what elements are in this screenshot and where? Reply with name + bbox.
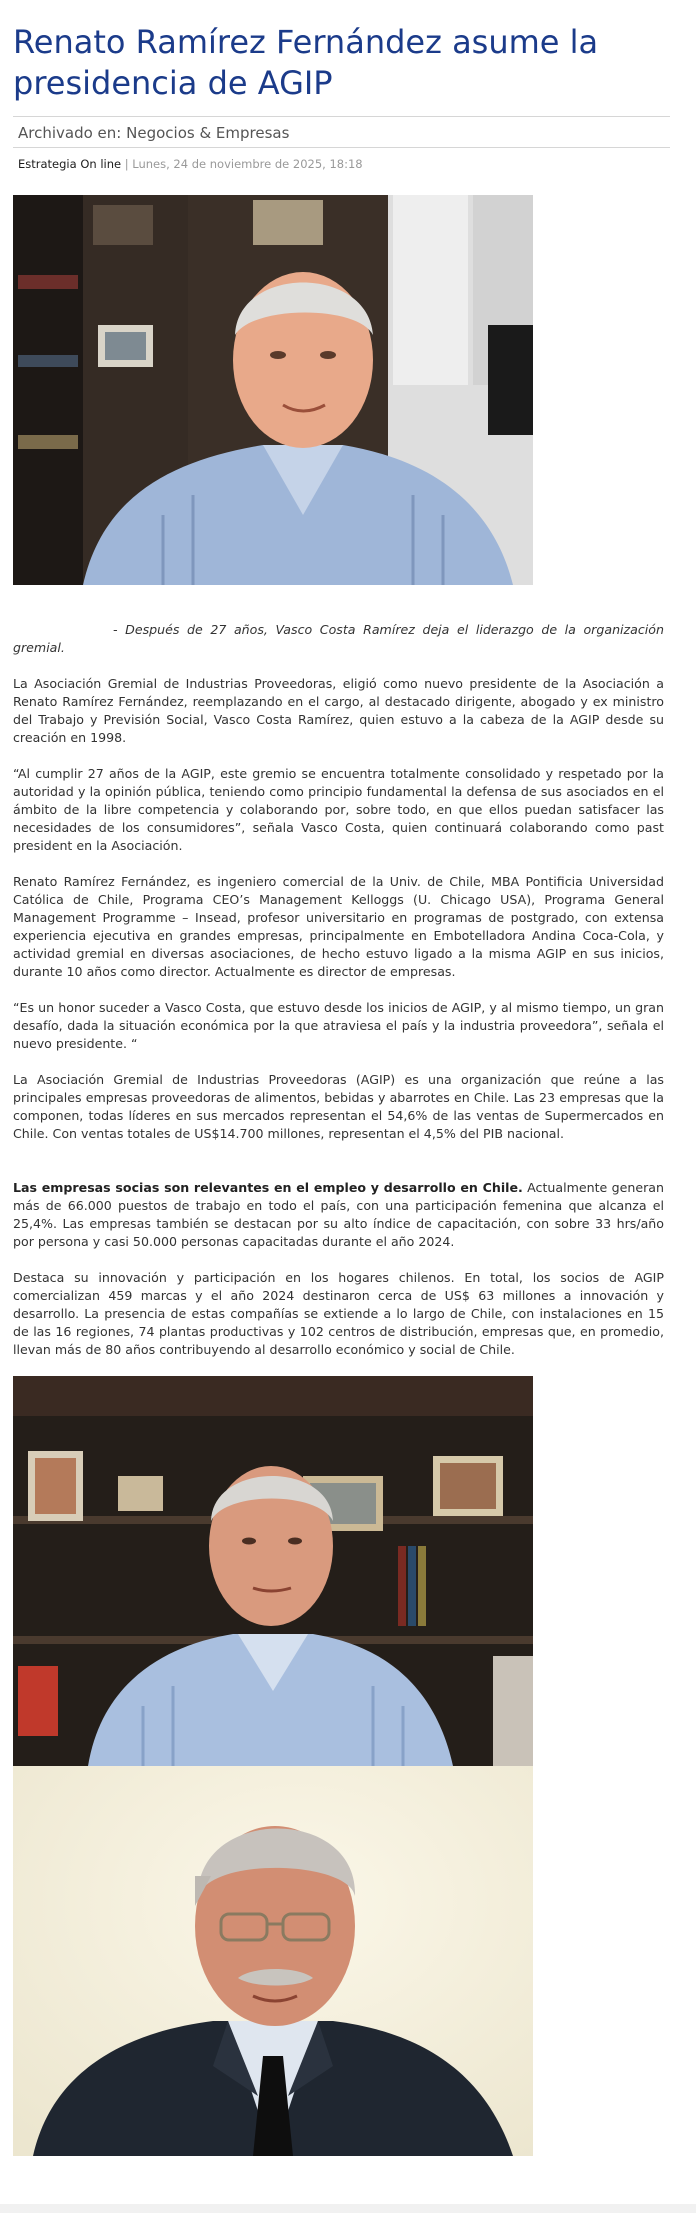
paragraph-7: Destaca su innovación y participación en los hogares chilenos. En total, los socios de AGIP comercializan 459 marcas y el año 2024 destinaron cerca de US$ 63 millones a innovación y desarrollo. La presencia de estas compañías se extiende a lo largo de Chile, con instalaciones en 15 de las 16 regiones, 74 plantas productivas y 102 centros de distribución, empresas que, en promedio, llevan más de 80 años contribuyendo al desarrollo económico y social de Chile.: [13, 1270, 664, 1357]
divider-top: [13, 116, 670, 117]
footer-band: [0, 2204, 696, 2213]
paragraph-6-body: Actualmente generan más de 66.000 puestos de trabajo en todo el país, con una participación femenina que alcanza el 25,4%. Las empresas también se destacan por su alto índice de capacitación, con sobre 33 hrs/año por persona y casi 50.000 personas capacitadas durante el año 2024.: [13, 1180, 664, 1249]
byline-date: Lunes, 24 de noviembre de 2025, 18:18: [132, 157, 363, 171]
paragraph-6-heading: Las empresas socias son relevantes en el empleo y desarrollo en Chile.: [13, 1180, 523, 1195]
category-link[interactable]: Negocios & Empresas: [126, 124, 290, 142]
byline: [18, 157, 363, 171]
article-lead: - Después de 27 años, Vasco Costa Ramírez deja el liderazgo de la organización gremial.: [13, 622, 664, 655]
paragraph-1: La Asociación Gremial de Industrias Proveedoras, eligió como nuevo presidente de la Asociación a Renato Ramírez Fernández, reemplazando en el cargo, al destacado dirigente, abogado y ex ministro del Trabajo y Previsión Social, Vasco Costa Ramírez, quien estuvo a la cabeza de la AGIP desde su creación en 1998.: [13, 676, 664, 745]
divider-bottom: [13, 147, 670, 148]
photo-renato-ramirez-bookshelf: [13, 1376, 533, 1766]
byline-source[interactable]: Estrategia On line: [18, 157, 122, 171]
category-line: [18, 124, 289, 142]
photo-renato-ramirez-office: [13, 195, 533, 585]
article-title: Renato Ramírez Fernández asume la presidencia de AGIP: [13, 23, 599, 102]
paragraph-4: “Es un honor suceder a Vasco Costa, que estuvo desde los inicios de AGIP, y al mismo tiempo, un gran desafío, dada la situación económica por la que atraviesa el país y la industria proveedora”, señala el nuevo presidente. “: [13, 1000, 664, 1051]
category-prefix: Archivado en:: [18, 124, 127, 142]
paragraph-2: “Al cumplir 27 años de la AGIP, este gremio se encuentra totalmente consolidado y respetado por la autoridad y la opinión pública, teniendo como principio fundamental la defensa de sus asociados en el ámbito de la libre competencia y colaborando por, sobre todo, en que ellos puedan satisfacer las necesidades de los consumidores”, señala Vasco Costa, quien continuará colaborando como past president en la Asociación.: [13, 766, 664, 853]
paragraph-3: Renato Ramírez Fernández, es ingeniero comercial de la Univ. de Chile, MBA Pontificia Universidad Católica de Chile, Programa CEO’s Management Kelloggs (U. Chicago USA), Programa General Management Programme – Insead, profesor universitario en programas de postgrado, con extensa experiencia ejecutiva en grandes empresas, principalmente en Embotelladora Andina Coca-Cola, y actividad gremial en diversas asociaciones, de hecho estuvo ligado a la misma AGIP en sus inicios, durante 10 años como director. Actualmente es director de empresas.: [13, 874, 664, 979]
photo-vasco-costa-portrait: [13, 1766, 533, 2156]
paragraph-6: [13, 1179, 664, 1251]
byline-separator: |: [121, 157, 133, 171]
paragraph-5: La Asociación Gremial de Industrias Proveedoras (AGIP) es una organización que reúne a las principales empresas proveedoras de alimentos, bebidas y abarrotes en Chile. Las 23 empresas que la componen, todas líderes en sus mercados representan el 54,6% de las ventas de Supermercados en Chile. Con ventas totales de US$14.700 millones, representan el 4,5% del PIB nacional.: [13, 1072, 664, 1141]
